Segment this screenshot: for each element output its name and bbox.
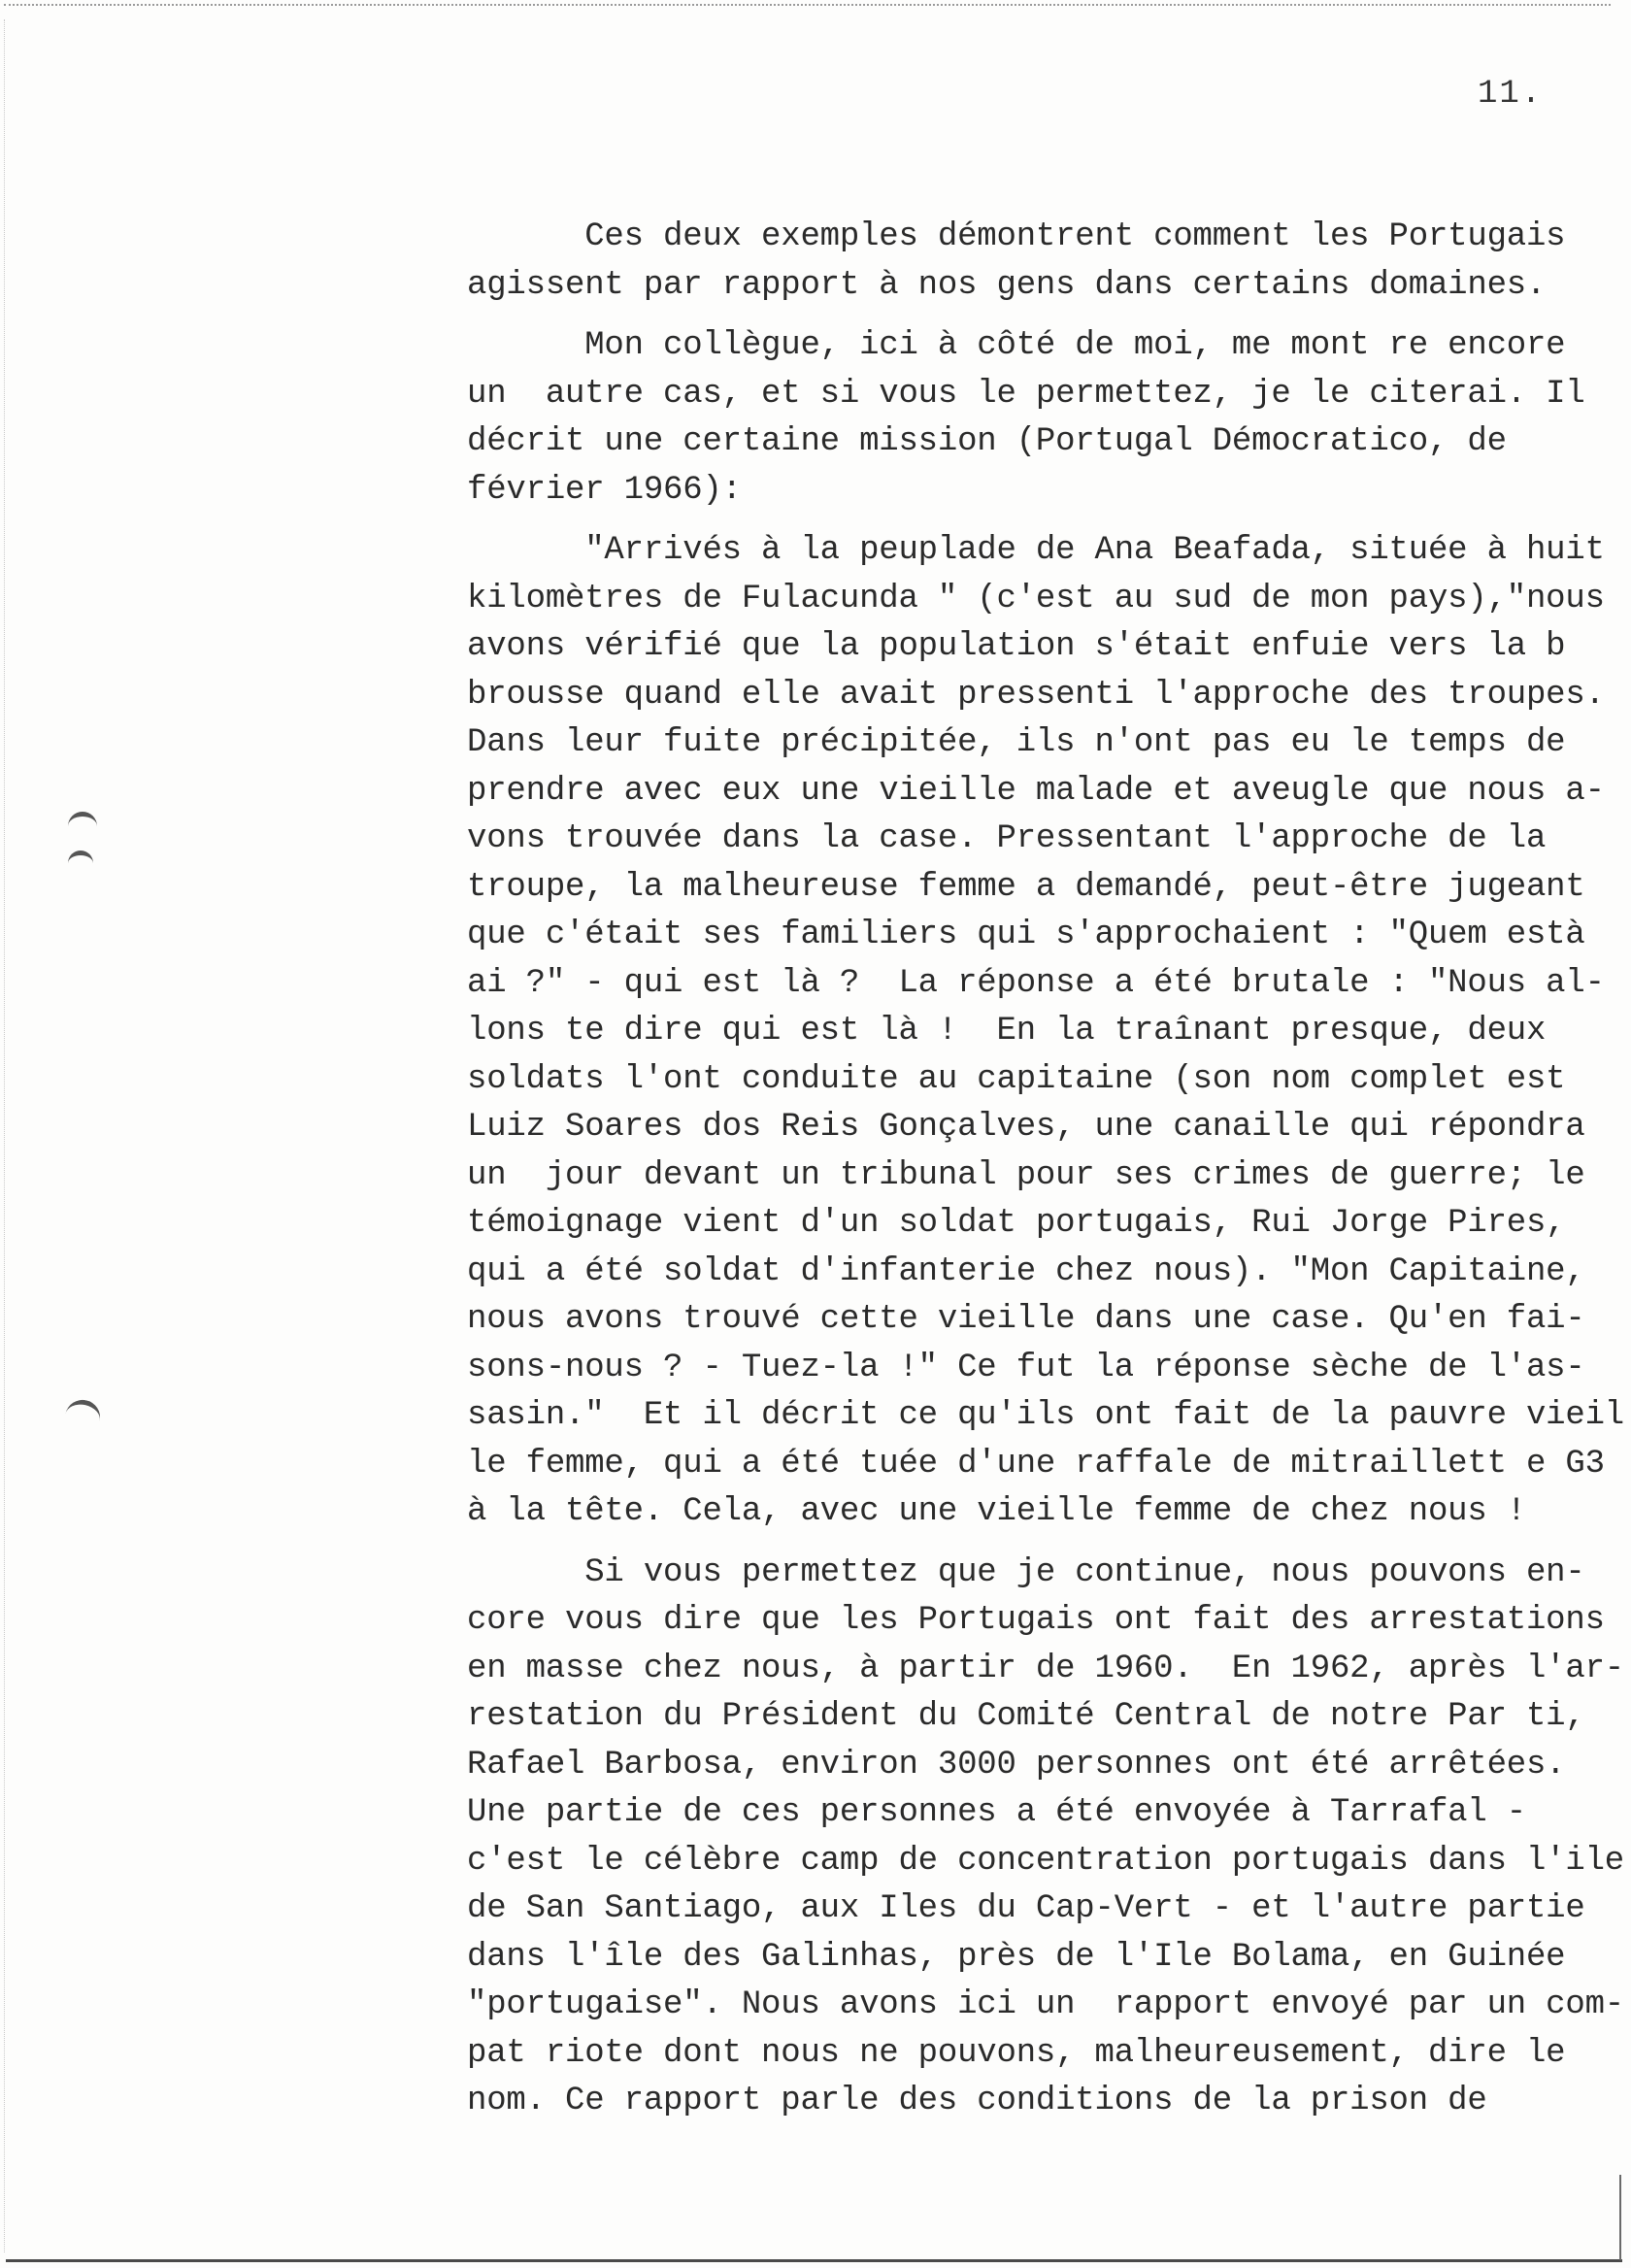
text-line: en masse chez nous, à partir de 1960. En 1962, après l'ar-: [467, 1650, 1624, 1687]
paragraph: [467, 214, 1631, 310]
text-line: Une partie de ces personnes a été envoyée à Tarrafal -: [467, 1794, 1526, 1831]
text-line: "portugaise". Nous avons ici un rapport envoyé par un com-: [467, 1986, 1624, 2023]
text-line: dans l'île des Galinhas, près de l'Ile Bolama, en Guinée: [467, 1938, 1566, 1976]
text-line: sasin." Et il décrit ce qu'ils ont fait de la pauvre vieil: [467, 1397, 1624, 1434]
text-line: ai ?" - qui est là ? La réponse a été brutale : "Nous al-: [467, 964, 1605, 1002]
paragraph-gap: [467, 310, 1631, 322]
paragraph-gap: [467, 1537, 1631, 1550]
page-number: 11.: [1478, 76, 1544, 113]
text-line: prendre avec eux une vieille malade et aveugle que nous a-: [467, 772, 1605, 810]
left-edge-rule: [4, 19, 5, 2252]
text-line: troupe, la malheureuse femme a demandé, peut-être jugeant: [467, 868, 1585, 906]
text-line: un jour devant un tribunal pour ses crimes de guerre; le: [467, 1156, 1585, 1194]
text-line: pat riote dont nous ne pouvons, malheureusement, dire le: [467, 2034, 1566, 2072]
text-line: décrit une certaine mission (Portugal Démocratico, de: [467, 423, 1507, 460]
paragraph: [467, 322, 1631, 515]
punch-hole-mark: [68, 850, 93, 877]
text-line: qui a été soldat d'infanterie chez nous). "Mon Capitaine,: [467, 1252, 1585, 1290]
text-line: avons vérifié que la population s'était enfuie vers la b: [467, 628, 1566, 665]
text-line: restation du Président du Comité Central de notre Par ti,: [467, 1698, 1585, 1735]
text-line: nom. Ce rapport parle des conditions de la prison de: [467, 2083, 1487, 2119]
text-line: lons te dire qui est là ! En la traînant presque, deux: [467, 1013, 1547, 1050]
text-line: Ces deux exemples démontrent comment les Portugais: [467, 218, 1566, 255]
text-line: "Arrivés à la peuplade de Ana Beafada, située à huit: [467, 532, 1605, 569]
right-edge-rule: [1619, 2175, 1621, 2260]
top-edge-rule: [4, 4, 1611, 6]
text-line: Dans leur fuite précipitée, ils n'ont pas eu le temps de: [467, 724, 1566, 761]
text-line: Luiz Soares dos Reis Gonçalves, une canaille qui répondra: [467, 1109, 1585, 1146]
paragraph-gap: [467, 515, 1631, 527]
text-line: Si vous permettez que je continue, nous pouvons en-: [467, 1553, 1585, 1591]
text-line: Mon collègue, ici à côté de moi, me mont re encore: [467, 327, 1566, 364]
text-line: un autre cas, et si vous le permettez, je le citerai. Il: [467, 375, 1585, 413]
punch-hole-mark: [64, 1397, 104, 1430]
text-line: c'est le célèbre camp de concentration portugais dans l'ile: [467, 1842, 1624, 1880]
text-line: Rafael Barbosa, environ 3000 personnes ont été arrêtées.: [467, 1746, 1566, 1784]
text-line: témoignage vient d'un soldat portugais, Rui Jorge Pires,: [467, 1205, 1566, 1242]
text-line: sons-nous ? - Tuez-la !" Ce fut la réponse sèche de l'as-: [467, 1349, 1585, 1386]
paragraph: [467, 1550, 1631, 2126]
text-line: février 1966):: [467, 471, 742, 509]
bottom-edge-rule: [6, 2259, 1622, 2262]
punch-hole-mark: [68, 812, 97, 838]
text-line: agissent par rapport à nos gens dans certains domaines.: [467, 266, 1547, 304]
text-line: de San Santiago, aux Iles du Cap-Vert - et l'autre partie: [467, 1890, 1585, 1927]
text-line: soldats l'ont conduite au capitaine (son nom complet est: [467, 1060, 1566, 1098]
text-line: à la tête. Cela, avec une vieille femme de chez nous !: [467, 1493, 1526, 1530]
paragraph: [467, 527, 1631, 1537]
typewritten-body: [467, 214, 1631, 2126]
text-line: vons trouvée dans la case. Pressentant l'approche de la: [467, 820, 1547, 857]
text-line: brousse quand elle avait pressenti l'approche des troupes.: [467, 676, 1605, 714]
text-line: nous avons trouvé cette vieille dans une case. Qu'en fai-: [467, 1301, 1585, 1338]
text-line: core vous dire que les Portugais ont fait des arrestations: [467, 1602, 1605, 1639]
text-line: kilomètres de Fulacunda " (c'est au sud de mon pays),"nous: [467, 580, 1605, 617]
text-line: que c'était ses familiers qui s'approchaient : "Quem està: [467, 917, 1585, 953]
text-line: le femme, qui a été tuée d'une raffale de mitraillett e G3: [467, 1445, 1605, 1483]
